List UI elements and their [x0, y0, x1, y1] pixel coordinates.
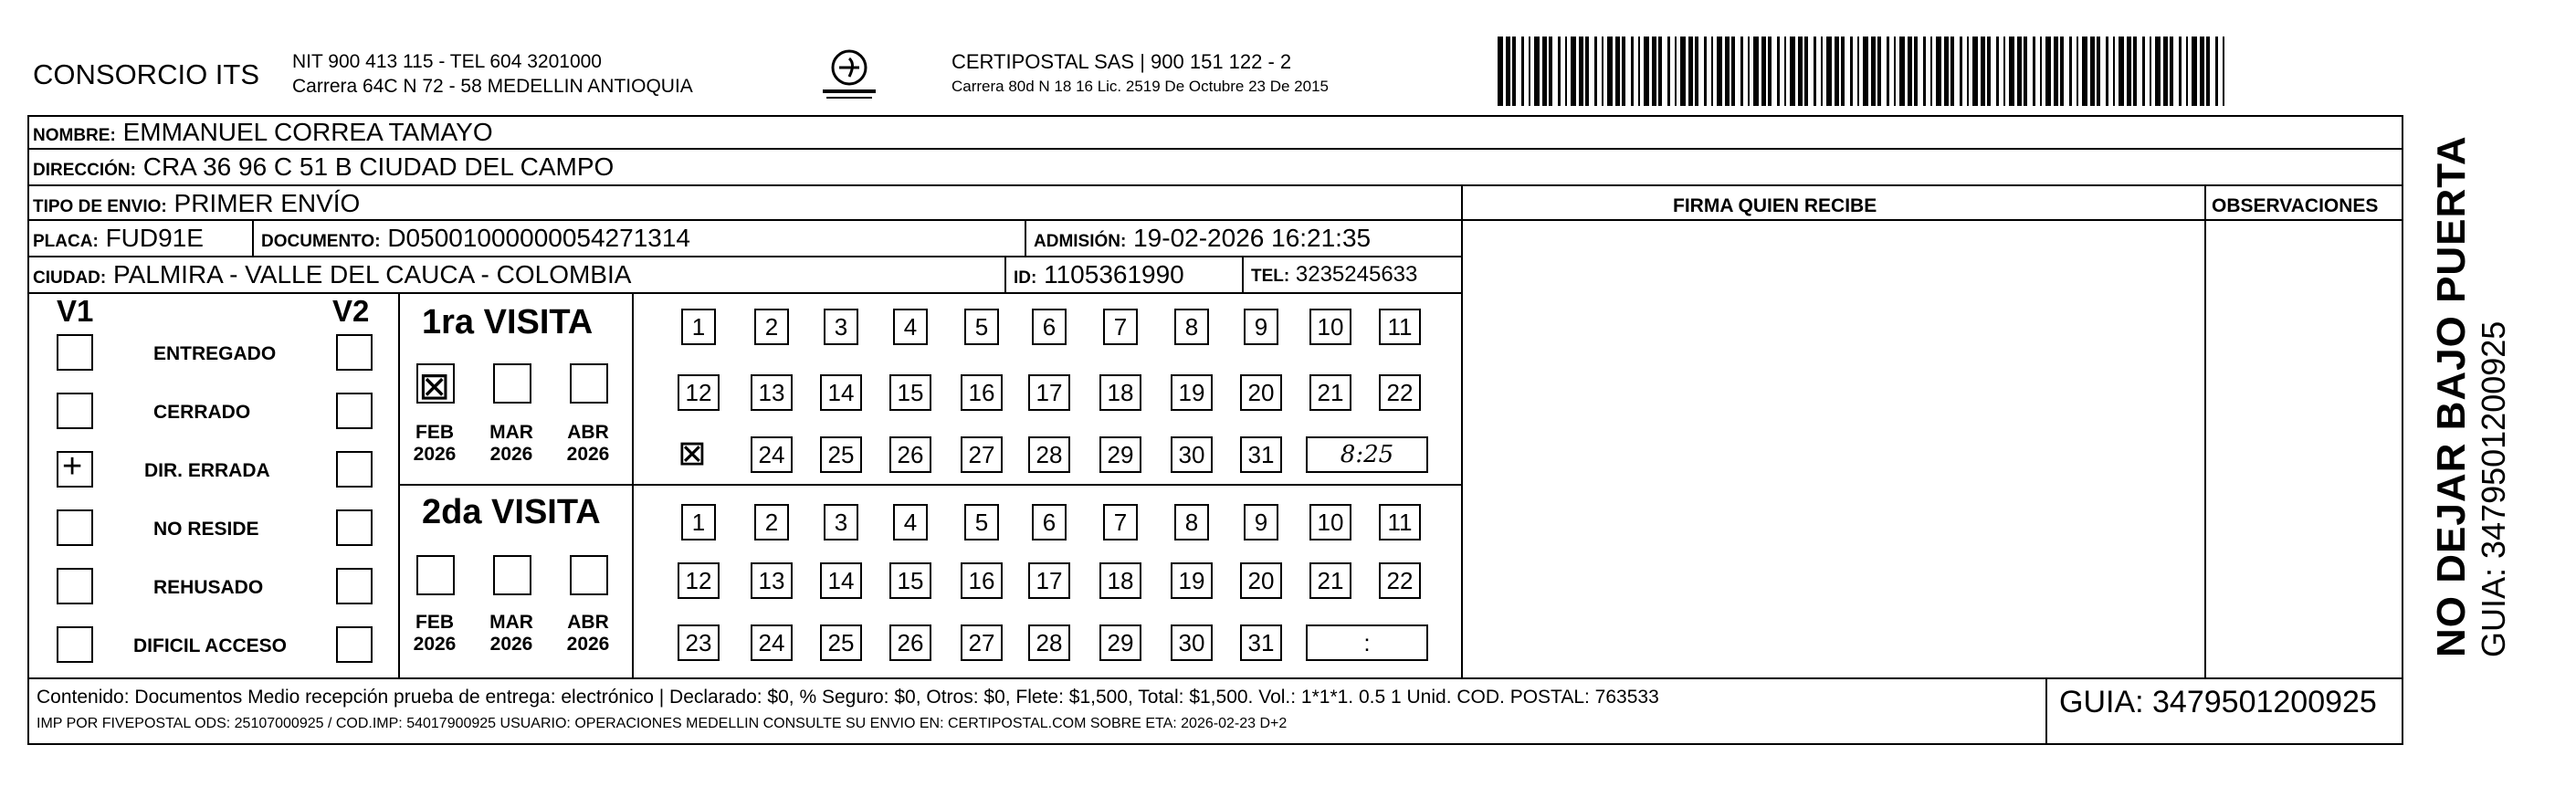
day-box[interactable]: 4	[893, 504, 928, 540]
day-box[interactable]: 30	[1171, 436, 1213, 473]
status-label: REHUSADO	[153, 577, 264, 598]
v1-checkbox[interactable]	[57, 509, 93, 546]
visit-divider	[398, 484, 1461, 486]
checked-mark-icon: +	[62, 447, 83, 486]
day-box[interactable]: 6	[1032, 309, 1067, 345]
day-box[interactable]: 16	[961, 374, 1003, 411]
v2-checkbox[interactable]	[336, 393, 373, 429]
carrier-line: CERTIPOSTAL SAS | 900 151 122 - 2	[952, 50, 1292, 73]
tel-label: TEL:	[1251, 267, 1290, 286]
day-box[interactable]: 21	[1309, 374, 1351, 411]
month-checkbox[interactable]	[570, 363, 608, 404]
frame-left	[27, 115, 29, 745]
day-box[interactable]: 9	[1244, 504, 1278, 540]
day-box[interactable]: 21	[1309, 562, 1351, 599]
status-label: NO RESIDE	[153, 519, 259, 540]
v2-checkbox[interactable]	[336, 451, 373, 488]
day-box[interactable]: 2	[754, 309, 789, 345]
day-box[interactable]: 7	[1103, 504, 1138, 540]
v1-checkbox[interactable]	[57, 626, 93, 663]
documento-field	[261, 223, 690, 257]
day-box[interactable]: 2	[754, 504, 789, 540]
id-field	[1014, 259, 1184, 294]
day-box[interactable]: 22	[1379, 562, 1421, 599]
day-box[interactable]: 15	[889, 374, 931, 411]
nombre-field	[33, 117, 493, 152]
tipo-envio-field	[33, 188, 360, 223]
day-box[interactable]: 19	[1171, 374, 1213, 411]
status-label: DIFICIL ACCESO	[133, 635, 288, 656]
day-box[interactable]: 27	[961, 436, 1003, 473]
day-box[interactable]: 27	[961, 624, 1003, 661]
second-visit-time[interactable]: :	[1306, 624, 1428, 661]
day-box[interactable]: 5	[964, 309, 999, 345]
month-checkbox[interactable]	[416, 555, 455, 595]
carrier-address: Carrera 80d N 18 16 Lic. 2519 De Octubre 23 De 2015	[952, 78, 1329, 95]
day-box[interactable]: 10	[1309, 309, 1351, 345]
ciudad-field	[33, 259, 631, 294]
v1-label: V1	[57, 294, 94, 328]
day-box[interactable]: 14	[820, 562, 862, 599]
day-box[interactable]: 15	[889, 562, 931, 599]
status-label: CERRADO	[153, 402, 251, 423]
day-box[interactable]: 13	[751, 562, 793, 599]
v2-checkbox[interactable]	[336, 509, 373, 546]
day-box[interactable]: 6	[1032, 504, 1067, 540]
company-address: Carrera 64C N 72 - 58 MEDELLIN ANTIOQUIA	[292, 76, 693, 97]
row-divider	[27, 256, 1463, 257]
day-box[interactable]: 24	[751, 624, 793, 661]
day-box[interactable]: 25	[820, 624, 862, 661]
cell-divider	[1025, 219, 1026, 256]
day-box[interactable]: 18	[1099, 562, 1141, 599]
month-checkbox[interactable]	[493, 555, 531, 595]
day-box[interactable]: 29	[1099, 436, 1141, 473]
v2-label: V2	[332, 294, 370, 328]
month-label: ABR 2026	[566, 612, 610, 655]
month-label: ABR 2026	[566, 422, 610, 465]
tel-value: 3235245633	[1295, 262, 1418, 287]
company-name: CONSORCIO ITS	[33, 58, 260, 90]
nit-line: NIT 900 413 115 - TEL 604 3201000	[292, 51, 602, 72]
day-box[interactable]: 4	[893, 309, 928, 345]
placa-value: FUD91E	[105, 224, 204, 252]
v2-checkbox[interactable]	[336, 568, 373, 604]
admision-value: 19-02-2026 16:21:35	[1133, 224, 1372, 252]
footer-content-line: Contenido: Documentos Medio recepción prueba de entrega: electrónico | Declarado: $0, % Seguro: $0, Otros: $0, Flete: $1,500, Total: $1,500. Vol.: 1*1*1. 0.5 1 Unid. COD. POSTAL: 763533	[37, 687, 1659, 708]
day-box[interactable]: 1	[681, 504, 716, 540]
day-box[interactable]: 8	[1174, 504, 1209, 540]
tipo-envio-label: TIPO DE ENVIO:	[33, 197, 167, 216]
v1-checkbox[interactable]	[57, 334, 93, 371]
day-box[interactable]: 16	[961, 562, 1003, 599]
cell-divider	[1242, 256, 1244, 292]
day-box[interactable]: 3	[824, 504, 858, 540]
no-dejar-notice: NO DEJAR BAJO PUERTA	[2429, 135, 2474, 657]
day-box[interactable]: 7	[1103, 309, 1138, 345]
day-box[interactable]: 18	[1099, 374, 1141, 411]
frame-right	[2402, 115, 2403, 745]
observaciones-column-divider	[2204, 184, 2206, 677]
month-label: FEB 2026	[413, 612, 457, 655]
day-box[interactable]: 17	[1028, 562, 1070, 599]
second-visit-label: 2da VISITA	[422, 493, 601, 531]
day-box[interactable]: 3	[824, 309, 858, 345]
day-box[interactable]: 24	[751, 436, 793, 473]
side-guia: GUIA: 3479501200925	[2475, 320, 2512, 657]
direccion-value: CRA 36 96 C 51 B CIUDAD DEL CAMPO	[142, 152, 615, 181]
status-label: ENTREGADO	[153, 343, 277, 364]
month-label: FEB 2026	[413, 422, 457, 465]
status-label: DIR. ERRADA	[144, 460, 270, 481]
cell-divider	[1004, 256, 1006, 292]
nombre-value: EMMANUEL CORREA TAMAYO	[122, 118, 493, 146]
side-notice	[2429, 135, 2513, 657]
row-divider	[27, 184, 2402, 186]
v1-checkbox[interactable]	[57, 393, 93, 429]
tel-field	[1251, 259, 1417, 292]
day-box[interactable]: 14	[820, 374, 862, 411]
day-box[interactable]: 12	[678, 562, 720, 599]
company-info	[292, 49, 693, 99]
day-box[interactable]: 28	[1028, 624, 1070, 661]
day-box[interactable]: 12	[678, 374, 720, 411]
carrier-info	[952, 49, 1329, 99]
day-box[interactable]: 25	[820, 436, 862, 473]
ciudad-value: PALMIRA - VALLE DEL CAUCA - COLOMBIA	[113, 260, 632, 289]
day-box[interactable]: 30	[1171, 624, 1213, 661]
v1-checkbox[interactable]	[57, 447, 93, 488]
barcode	[1498, 37, 2228, 106]
day-box[interactable]: 5	[964, 504, 999, 540]
frame-bottom	[27, 743, 2402, 745]
documento-value: D05001000000054271314	[387, 224, 690, 252]
month-label: MAR 2026	[489, 422, 533, 465]
observaciones-label: OBSERVACIONES	[2212, 195, 2379, 216]
day-box[interactable]: 26	[889, 624, 931, 661]
day-box[interactable]: 20	[1240, 374, 1282, 411]
first-visit-label: 1ra VISITA	[422, 303, 594, 341]
id-label: ID:	[1014, 268, 1037, 288]
placa-label: PLACA:	[33, 232, 99, 251]
day-box[interactable]: 22	[1379, 374, 1421, 411]
firma-column-divider	[1461, 184, 1463, 677]
ciudad-label: CIUDAD:	[33, 268, 107, 288]
day-box[interactable]: 10	[1309, 504, 1351, 540]
month-label: MAR 2026	[489, 612, 533, 655]
direccion-label: DIRECCIÓN:	[33, 161, 136, 180]
cell-divider	[252, 219, 254, 256]
handwritten-check-mark: ⊠	[678, 433, 707, 473]
v1-checkbox[interactable]	[57, 568, 93, 604]
row-divider	[1461, 219, 2402, 221]
admision-label: ADMISIÓN:	[1034, 232, 1127, 251]
day-box[interactable]: 26	[889, 436, 931, 473]
v2-checkbox[interactable]	[336, 334, 373, 371]
day-box[interactable]: 9	[1244, 309, 1278, 345]
day-box[interactable]: 1	[681, 309, 716, 345]
first-visit-time[interactable]: 8:25	[1306, 436, 1428, 473]
day-box[interactable]: 8	[1174, 309, 1209, 345]
month-checkbox[interactable]	[493, 363, 531, 404]
day-box[interactable]: 19	[1171, 562, 1213, 599]
day-box[interactable]: 11	[1379, 309, 1421, 345]
admision-field	[1034, 223, 1371, 257]
row-divider	[27, 148, 2402, 150]
v2-checkbox[interactable]	[336, 626, 373, 663]
footer-info-line: IMP POR FIVEPOSTAL ODS: 25107000925 / COD.IMP: 54017900925 USUARIO: OPERACIONES MEDELLIN CONSULTE SU ENVIO EN: CERTIPOSTAL.COM SOBRE ETA: 2026-02-23 D+2	[37, 716, 1288, 731]
day-box[interactable]: 17	[1028, 374, 1070, 411]
row-divider	[27, 292, 1463, 294]
tipo-envio-value: PRIMER ENVÍO	[173, 189, 361, 217]
handwritten-check-mark: ⊠	[418, 363, 451, 408]
day-box[interactable]: 23	[678, 624, 720, 661]
day-box[interactable]: 29	[1099, 624, 1141, 661]
firma-label: FIRMA QUIEN RECIBE	[1673, 195, 1877, 216]
day-box[interactable]: 28	[1028, 436, 1070, 473]
day-box[interactable]: 31	[1240, 624, 1282, 661]
documento-label: DOCUMENTO:	[261, 232, 381, 251]
nombre-label: NOMBRE:	[33, 126, 116, 145]
day-box[interactable]: 20	[1240, 562, 1282, 599]
day-box[interactable]: 11	[1379, 504, 1421, 540]
day-box[interactable]: 31	[1240, 436, 1282, 473]
id-value: 1105361990	[1044, 260, 1184, 289]
day-box[interactable]: 13	[751, 374, 793, 411]
month-checkbox[interactable]	[570, 555, 608, 595]
cell-divider	[2045, 677, 2047, 743]
placa-field	[33, 223, 204, 257]
certipostal-logo-icon	[817, 46, 881, 104]
guia-number: GUIA: 3479501200925	[2059, 685, 2377, 719]
direccion-field	[33, 152, 614, 186]
